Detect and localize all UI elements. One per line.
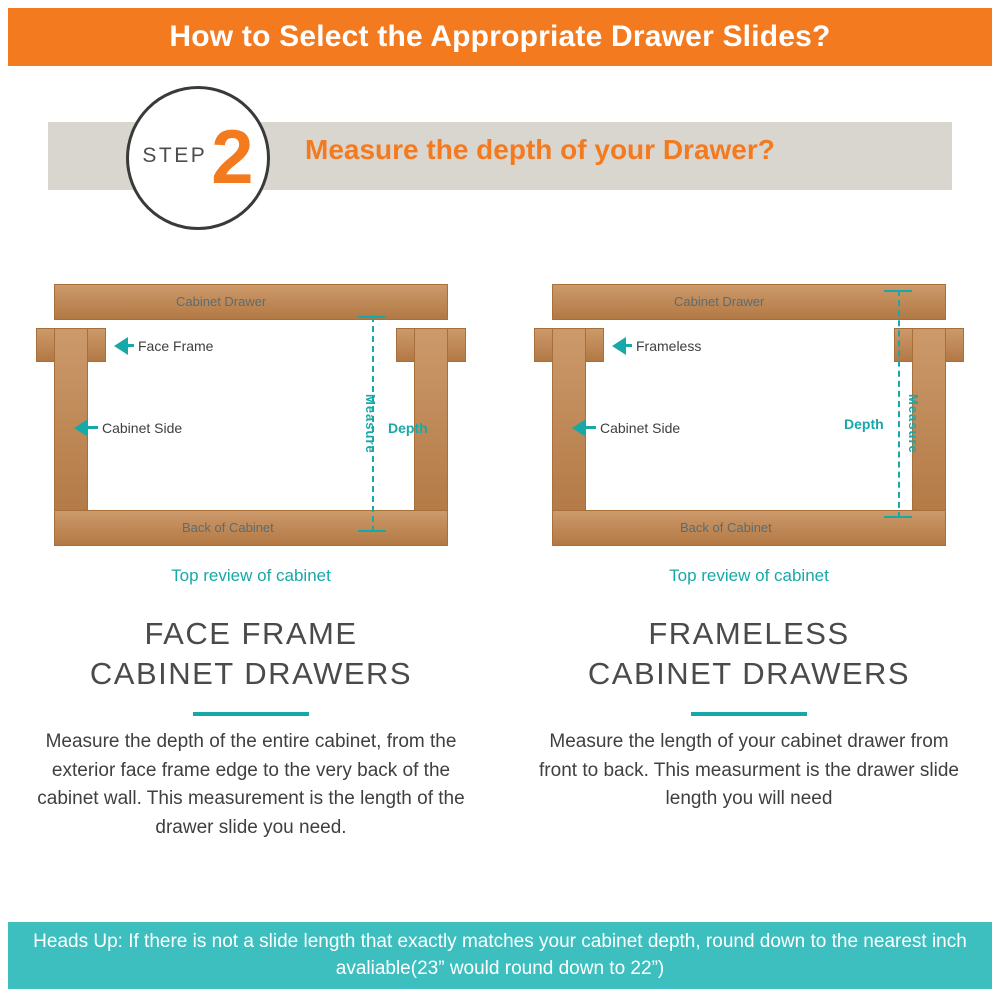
cabinet-side-label: Cabinet Side [102,420,183,436]
measure-label: Measure [363,394,378,454]
cabinet-side-arrow-icon [74,419,88,437]
step-number: 2 [211,114,254,200]
step-word-label: STEP [142,143,208,167]
face-frame-arrow-icon [114,337,128,355]
column-title-frameless [514,614,984,695]
caption-top-review-left: Top review of cabinet [171,566,331,585]
column-title-line2: CABINET DRAWERS [89,656,413,692]
footer-banner [8,922,992,989]
face-frame-arrow-tail [128,344,134,347]
back-of-cabinet-label: Back of Cabinet [182,520,274,535]
caption-top-review-right: Top review of cabinet [669,566,829,585]
frameless-arrow-tail [626,344,632,347]
step-instruction: Measure the depth of your Drawer? [305,134,775,165]
frameless-label: Frameless [636,338,702,354]
cabinet-side-arrow-icon [572,419,586,437]
measure-bottom-cap [358,530,386,532]
measure-top-cap [358,316,386,318]
column-title-line1: FRAMELESS [648,616,850,651]
divider-left [193,712,309,716]
cabinet-drawer-label: Cabinet Drawer [176,294,267,309]
header-banner [8,8,992,66]
cabinet-side-arrow-tail [586,426,596,429]
frameless-arrow-icon [612,337,626,355]
face-frame-label: Face Frame [138,338,214,354]
cabinet-drawer-label: Cabinet Drawer [674,294,765,309]
divider-right [691,712,807,716]
diagram-face-frame [36,284,466,546]
footer-note: Heads Up: If there is not a slide length that exactly matches your cabinet depth, round down to the nearest inch avaliable(23” would round down to 22”) [33,930,967,979]
column-title-face-frame [16,614,486,695]
cabinet-side-arrow-tail [88,426,98,429]
measure-top-cap [884,290,912,292]
depth-label: Depth [388,420,428,436]
step-badge [126,86,270,230]
page-title: How to Select the Appropriate Drawer Slides? [169,20,831,53]
depth-label: Depth [844,416,884,432]
column-body-frameless: Measure the length of your cabinet drawer from front to back. This measurment is the drawer slide length you will need [539,731,959,809]
column-body-face-frame: Measure the depth of the entire cabinet, from the exterior face frame edge to the very back of the cabinet wall. This measurement is the length of the drawer slide you need. [37,731,465,838]
measure-dashed-line [898,290,900,518]
column-title-line1: FACE FRAME [144,616,358,651]
column-title-line2: CABINET DRAWERS [587,656,911,692]
measure-bottom-cap [884,516,912,518]
back-of-cabinet-label: Back of Cabinet [680,520,772,535]
measure-label: Measure [906,394,921,454]
cabinet-side-label: Cabinet Side [600,420,681,436]
diagram-frameless [534,284,964,546]
